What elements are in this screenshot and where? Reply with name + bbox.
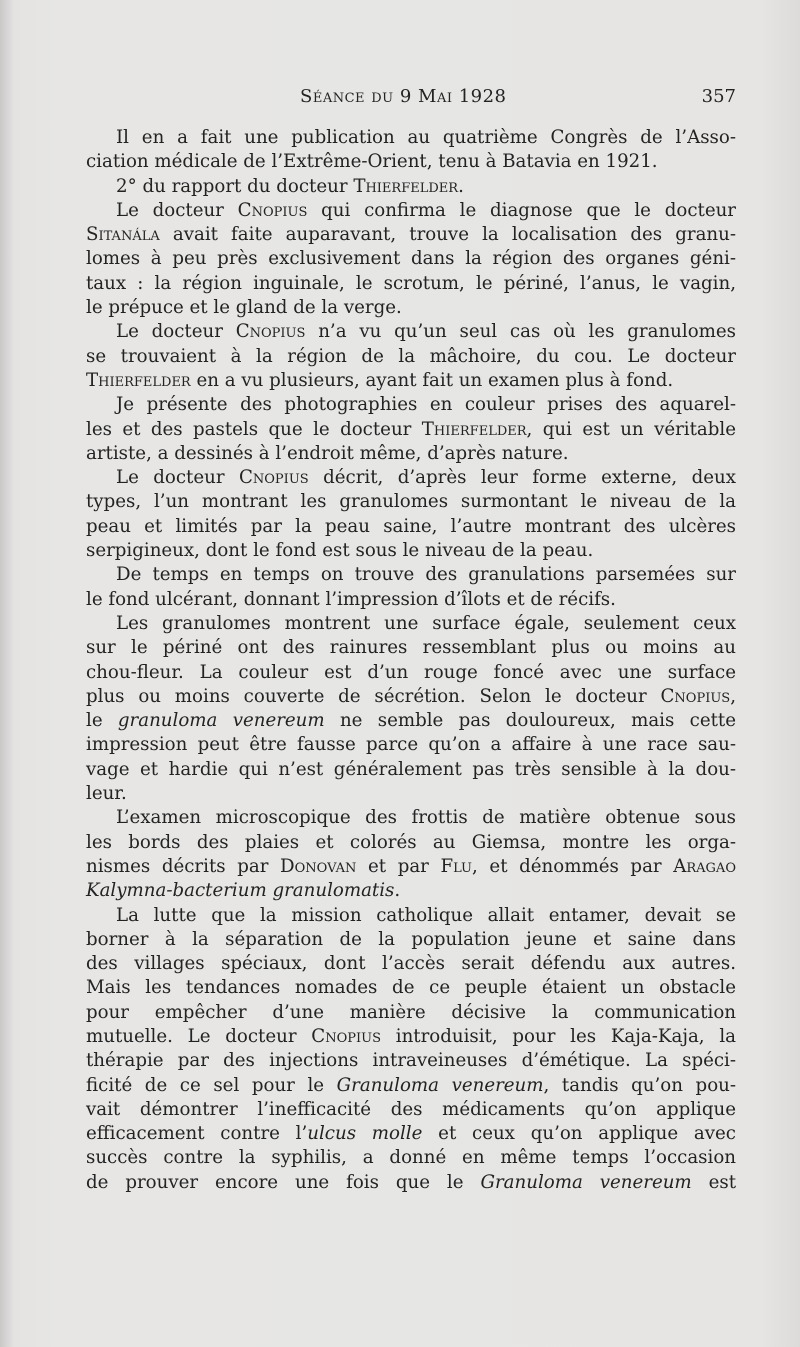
text-line xyxy=(86,758,736,782)
text-line xyxy=(86,369,736,393)
text-line xyxy=(86,393,736,417)
text-run: , tandis qu’on pou- xyxy=(543,1074,737,1096)
proper-name: Thierfelder xyxy=(421,418,527,440)
proper-name: Sitanála xyxy=(86,224,160,246)
text-run: efficacement contre l’ xyxy=(86,1123,308,1145)
text-run: borner à la séparation de la population jeune et saine dans xyxy=(86,928,736,950)
text-line xyxy=(86,296,736,320)
proper-name: Donovan xyxy=(280,855,357,877)
italic-term: Granuloma venereum xyxy=(480,1171,692,1193)
text-line xyxy=(86,1049,736,1073)
proper-name: Cnopius xyxy=(238,467,309,489)
text-run: est xyxy=(691,1171,737,1193)
text-run: pour empêcher d’une manière décisive la communication xyxy=(86,1001,736,1023)
text-run: de prouver encore une fois que le xyxy=(86,1171,481,1193)
text-run: mutuelle. Le docteur xyxy=(86,1025,312,1047)
text-run: Le docteur xyxy=(116,199,238,221)
text-line xyxy=(86,539,736,563)
text-line xyxy=(86,588,736,612)
text-run: La lutte que la mission catholique allait entamer, devait se xyxy=(116,904,736,926)
text-line xyxy=(86,612,736,636)
text-run: Les granulomes montrent une surface égale, seulement ceux xyxy=(116,612,736,634)
text-run: Je présente des photographies en couleur prises des aquarel- xyxy=(116,394,736,416)
text-line xyxy=(86,418,736,442)
text-run: Le docteur xyxy=(116,321,236,343)
text-run: chou-fleur. La couleur est d’un rouge foncé avec une surface xyxy=(86,661,736,683)
text-run: peau et limités par la peau saine, l’autre montrant des ulcères xyxy=(86,515,736,537)
text-line xyxy=(86,175,736,199)
text-run: le fond ulcérant, donnant l’impression d’îlots et de récifs. xyxy=(86,588,616,610)
text-line xyxy=(86,515,736,539)
running-header xyxy=(86,86,736,112)
text-run: , qui est un véritable xyxy=(526,418,736,440)
text-run: 2° du rapport du docteur xyxy=(116,175,354,197)
running-title: Séance du 9 Mai 1928 xyxy=(300,86,507,107)
text-line xyxy=(86,879,736,903)
proper-name: Cnopius xyxy=(235,321,306,343)
text-line xyxy=(86,782,736,806)
text-run: L’examen microscopique des frottis de matière obtenue sous xyxy=(116,807,736,829)
text-run: introduisit, pour les Kaja-Kaja, la xyxy=(381,1025,736,1047)
text-run: en a vu plusieurs, ayant fait un examen plus à fond. xyxy=(190,369,674,391)
text-line xyxy=(86,806,736,830)
text-line xyxy=(86,466,736,490)
text-run: thérapie par des injections intraveineuses d’émétique. La spéci- xyxy=(86,1050,736,1072)
text-run: Le docteur xyxy=(116,467,239,489)
proper-name: Cnopius xyxy=(237,199,308,221)
text-run: impression peut être fausse parce qu’on a affaire à une race sau- xyxy=(86,734,736,756)
text-run: . xyxy=(394,880,401,902)
text-line xyxy=(86,1171,736,1195)
text-run: De temps en temps on trouve des granulations parsemées sur xyxy=(116,564,736,586)
text-line xyxy=(86,320,736,344)
italic-term: granuloma venereum xyxy=(117,710,325,732)
text-run: et par xyxy=(356,855,441,877)
body-text xyxy=(86,126,736,1195)
text-line xyxy=(86,831,736,855)
text-run: Il en a fait une publication au quatrième Congrès de l’Asso- xyxy=(116,127,736,148)
text-run: artiste, a dessinés à l’endroit même, d’après nature. xyxy=(86,442,569,464)
text-run: le prépuce et le gland de la verge. xyxy=(86,297,402,319)
text-run: se trouvaient à la région de la mâchoire, du cou. Le docteur xyxy=(86,345,736,367)
text-run: le xyxy=(86,710,118,732)
text-run: Mais les tendances nomades de ce peuple étaient un obstacle xyxy=(86,977,736,999)
text-line xyxy=(86,1098,736,1122)
text-line xyxy=(86,490,736,514)
text-run: vage et hardie qui n’est généralement pas très sensible à la dou- xyxy=(86,758,736,780)
proper-name: Thierfelder xyxy=(353,175,459,197)
italic-term: ulcus molle xyxy=(307,1123,423,1145)
text-run: et ceux qu’on applique avec xyxy=(422,1123,736,1145)
text-run: serpigineux, dont le fond est sous le niveau de la peau. xyxy=(86,540,594,562)
text-run: ciation médicale de l’Extrême-Orient, tenu à Batavia en 1921. xyxy=(86,151,658,173)
text-line xyxy=(86,976,736,1000)
text-line xyxy=(86,126,736,150)
text-run: n’a vu qu’un seul cas où les granulomes xyxy=(305,321,736,343)
text-run: qui confirma le diagnose que le docteur xyxy=(307,199,736,221)
text-run: types, l’un montrant les granulomes surmontant le niveau de la xyxy=(86,491,736,513)
proper-name: Flu xyxy=(440,855,473,877)
text-line xyxy=(86,685,736,709)
text-run: sur le périné ont des rainures ressemblant plus ou moins au xyxy=(86,637,736,659)
text-run: leur. xyxy=(86,783,127,805)
text-line xyxy=(86,223,736,247)
text-run: , et dénommés par xyxy=(472,855,674,877)
text-run: . xyxy=(458,175,464,197)
text-line xyxy=(86,1001,736,1025)
text-run: avait faite auparavant, trouve la localisation des granu- xyxy=(159,224,736,246)
text-line xyxy=(86,952,736,976)
text-line xyxy=(86,661,736,685)
proper-name: Cnopius xyxy=(311,1025,381,1047)
text-line xyxy=(86,709,736,733)
text-run: les et des pastels que le docteur xyxy=(86,418,422,440)
text-run: décrit, d’après leur forme externe, deux xyxy=(308,467,736,489)
text-line xyxy=(86,733,736,757)
text-line xyxy=(86,1074,736,1098)
text-run: , xyxy=(730,685,736,707)
text-run: taux : la région inguinale, le scrotum, le périné, l’anus, le vagin, xyxy=(86,272,736,294)
text-run: ficité de ce sel pour le xyxy=(86,1074,337,1096)
italic-term: Kalymna-bacterium granulomatis xyxy=(86,880,395,902)
text-line xyxy=(86,1146,736,1170)
text-run: nismes décrits par xyxy=(86,855,281,877)
text-line xyxy=(86,1122,736,1146)
text-line xyxy=(86,345,736,369)
text-line xyxy=(86,150,736,174)
text-line xyxy=(86,442,736,466)
text-line xyxy=(86,272,736,296)
text-line xyxy=(86,247,736,271)
text-run: lomes à peu près exclusivement dans la région des organes géni- xyxy=(86,248,736,270)
text-line xyxy=(86,904,736,928)
text-run: des villages spéciaux, dont l’accès serait défendu aux autres. xyxy=(86,953,736,975)
proper-name: Thierfelder xyxy=(86,369,191,391)
text-line xyxy=(86,1025,736,1049)
text-line xyxy=(86,636,736,660)
text-run: les bords des plaies et colorés au Giemsa, montre les orga- xyxy=(86,831,736,853)
text-line xyxy=(86,928,736,952)
text-line xyxy=(86,855,736,879)
text-run: vait démontrer l’inefficacité des médicaments qu’on applique xyxy=(86,1098,736,1120)
text-run: plus ou moins couverte de sécrétion. Selon le docteur xyxy=(86,685,661,707)
text-line xyxy=(86,563,736,587)
text-run: ne semble pas douloureux, mais cette xyxy=(324,710,736,732)
page-number: 357 xyxy=(701,86,736,107)
proper-name: Aragao xyxy=(673,855,736,877)
proper-name: Cnopius xyxy=(660,685,731,707)
text-run: succès contre la syphilis, a donné en même temps l’occasion xyxy=(86,1147,736,1169)
text-line xyxy=(86,199,736,223)
italic-term: Granuloma venereum xyxy=(336,1074,544,1096)
